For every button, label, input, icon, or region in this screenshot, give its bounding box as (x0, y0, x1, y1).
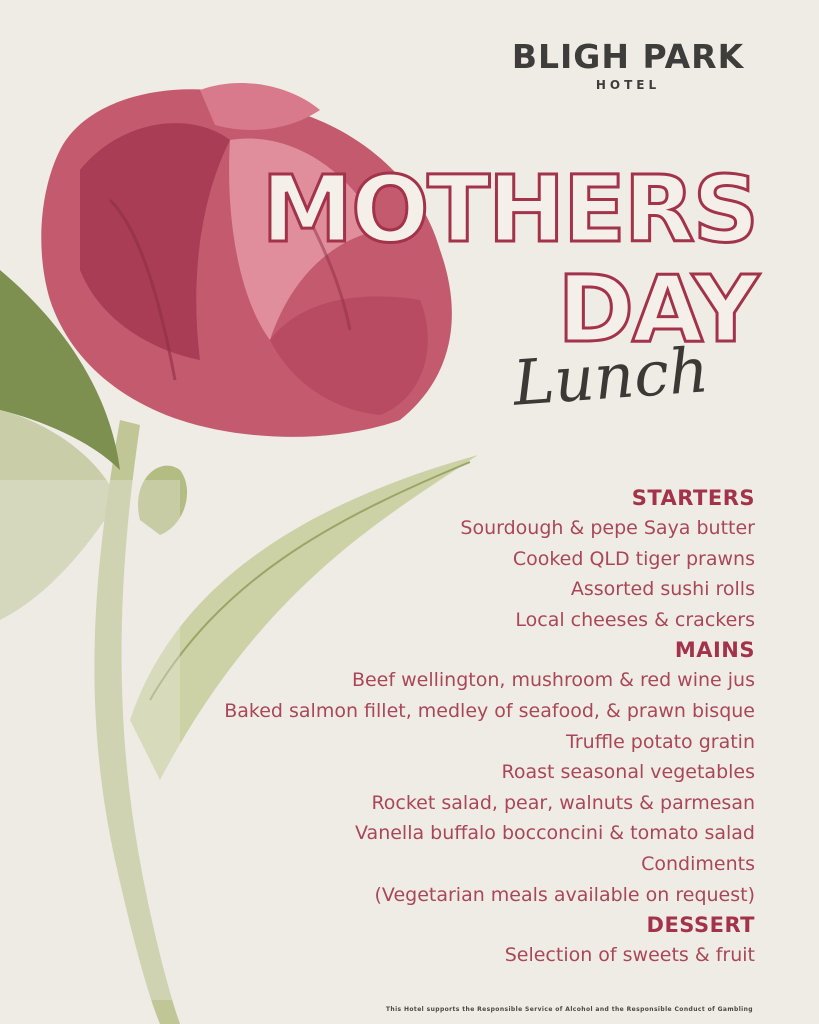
menu-item: Truffle potato gratin (566, 730, 755, 753)
title-script-lunch: Lunch (511, 333, 712, 420)
menu-item: Roast seasonal vegetables (501, 761, 755, 784)
hotel-subtitle: HOTEL (595, 78, 661, 92)
menu-item: Assorted sushi rolls (570, 578, 755, 601)
hotel-name: BLIGH PARK (511, 37, 745, 76)
responsible-service-footnote: This Hotel supports the Responsible Service of Alcohol and the Responsible Conduct of Gambling (385, 1006, 753, 1013)
title-line-mothers: MOTHERS (261, 156, 757, 263)
menu-item: Cooked QLD tiger prawns (512, 547, 755, 570)
menu-item: Baked salmon fillet, medley of seafood, & prawn bisque (224, 699, 755, 722)
menu-item: Sourdough & pepe Saya butter (460, 517, 755, 539)
menu-item: Condiments (641, 852, 755, 875)
event-title (261, 156, 757, 363)
title-line-day: DAY (557, 256, 757, 363)
starters-heading: STARTERS (631, 486, 755, 510)
menu-item: Beef wellington, mushroom & red wine jus (351, 669, 755, 692)
hotel-logo (503, 38, 753, 92)
menu-item: (Vegetarian meals available on request) (374, 883, 755, 906)
mains-heading: MAINS (674, 638, 755, 663)
menu-list (224, 483, 755, 971)
menu-item: Rocket salad, pear, walnuts & parmesan (371, 791, 755, 814)
menu-item: Local cheeses & crackers (515, 608, 755, 631)
menu-item: Selection of sweets & fruit (504, 944, 755, 967)
menu-item: Vanella buffalo bocconcini & tomato salad (355, 822, 755, 845)
dessert-heading: DESSERT (646, 913, 755, 938)
